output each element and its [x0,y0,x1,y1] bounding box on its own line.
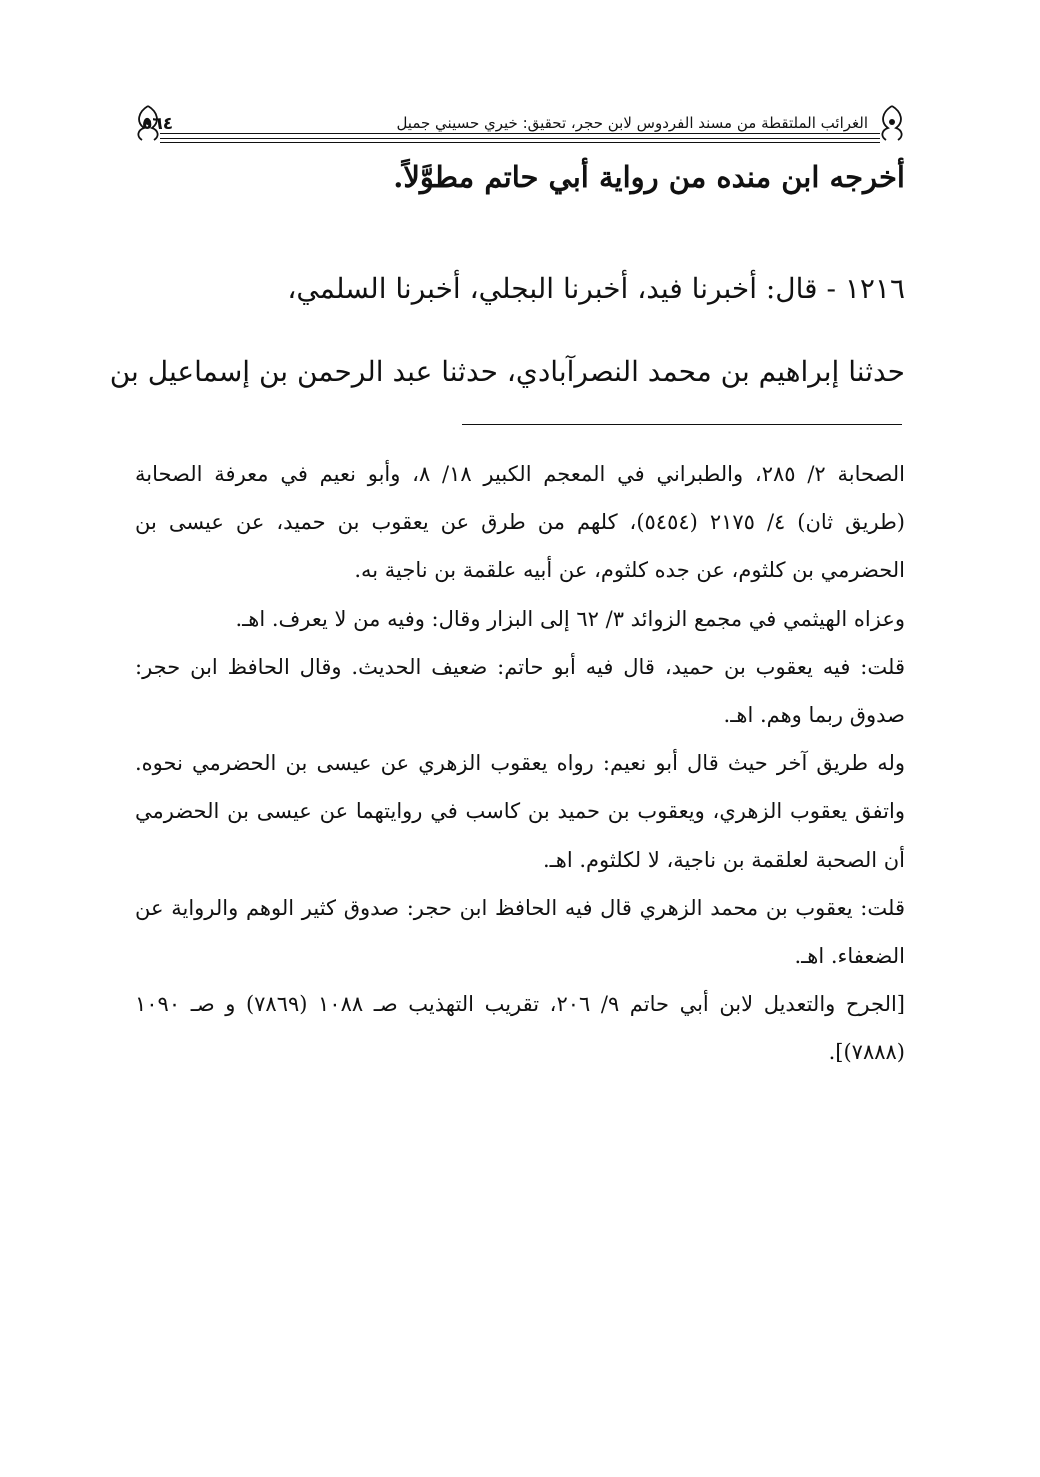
footnotes [135,450,905,1077]
footnote-paragraph: الصحابة ٢/ ٢٨٥، والطبراني في المعجم الكبير ١٨/ ٨، وأبو نعيم في معرفة الصحابة (طريق ثان) ٤/ ٢١٧٥ (٥٤٥٤)، كلهم من طرق عن يعقوب بن حميد، عن عيسى بن الحضرمي بن كلثوم، عن جده كلثوم، عن أبيه علقمة بن ناجية به. [135,462,905,583]
ornament-icon [874,102,910,142]
header-rule [160,133,880,134]
footnote-paragraph: وعزاه الهيثمي في مجمع الزوائد ٣/ ٦٢ إلى البزار وقال: وفيه من لا يعرف. اهـ. [235,606,905,631]
page-number: ٥٦٤ [142,114,174,134]
running-title: الغرائب الملتقطة من مسند الفردوس لابن حجر، تحقيق: خيري حسيني جميل [396,114,868,132]
footnote-separator [462,424,902,425]
footnote-paragraph: قلت: يعقوب بن محمد الزهري قال فيه الحافظ ابن حجر: صدوق كثير الوهم والرواية عن الضعفاء. اهـ. [135,895,905,969]
page-header [130,100,910,146]
footnote-paragraph: وله طريق آخر حيث قال أبو نعيم: رواه يعقوب الزهري عن عيسى بن الحضرمي نحوه. واتفق يعقوب الزهري، ويعقوب بن حميد بن كاسب في روايتهما عن عيسى بن الحضرمي أن الصحبة لعلقمة بن ناجية، لا لكلثوم. اهـ. [135,751,905,872]
footnote-paragraph: قلت: فيه يعقوب بن حميد، قال فيه أبو حاتم: ضعيف الحديث. وقال الحافظ ابن حجر: صدوق ربما وهم. اهـ. [135,654,905,728]
header-rule [160,138,880,139]
body-line: أخرجه ابن منده من رواية أبي حاتم مطوَّلاً. [393,160,905,194]
footnote-paragraph: [الجرح والتعديل لابن أبي حاتم ٩/ ٢٠٦، تقريب التهذيب صـ ١٠٨٨ (٧٨٦٩) و صـ ١٠٩٠ (٧٨٨٨)]. [135,992,905,1065]
hadith-heading: ١٢١٦ - قال: أخبرنا فيد، أخبرنا البجلي، أخبرنا السلمي، [287,272,905,305]
body-line: حدثنا إبراهيم بن محمد النصرآبادي، حدثنا عبد الرحمن بن إسماعيل بن [109,355,905,388]
header-rule [160,142,880,143]
